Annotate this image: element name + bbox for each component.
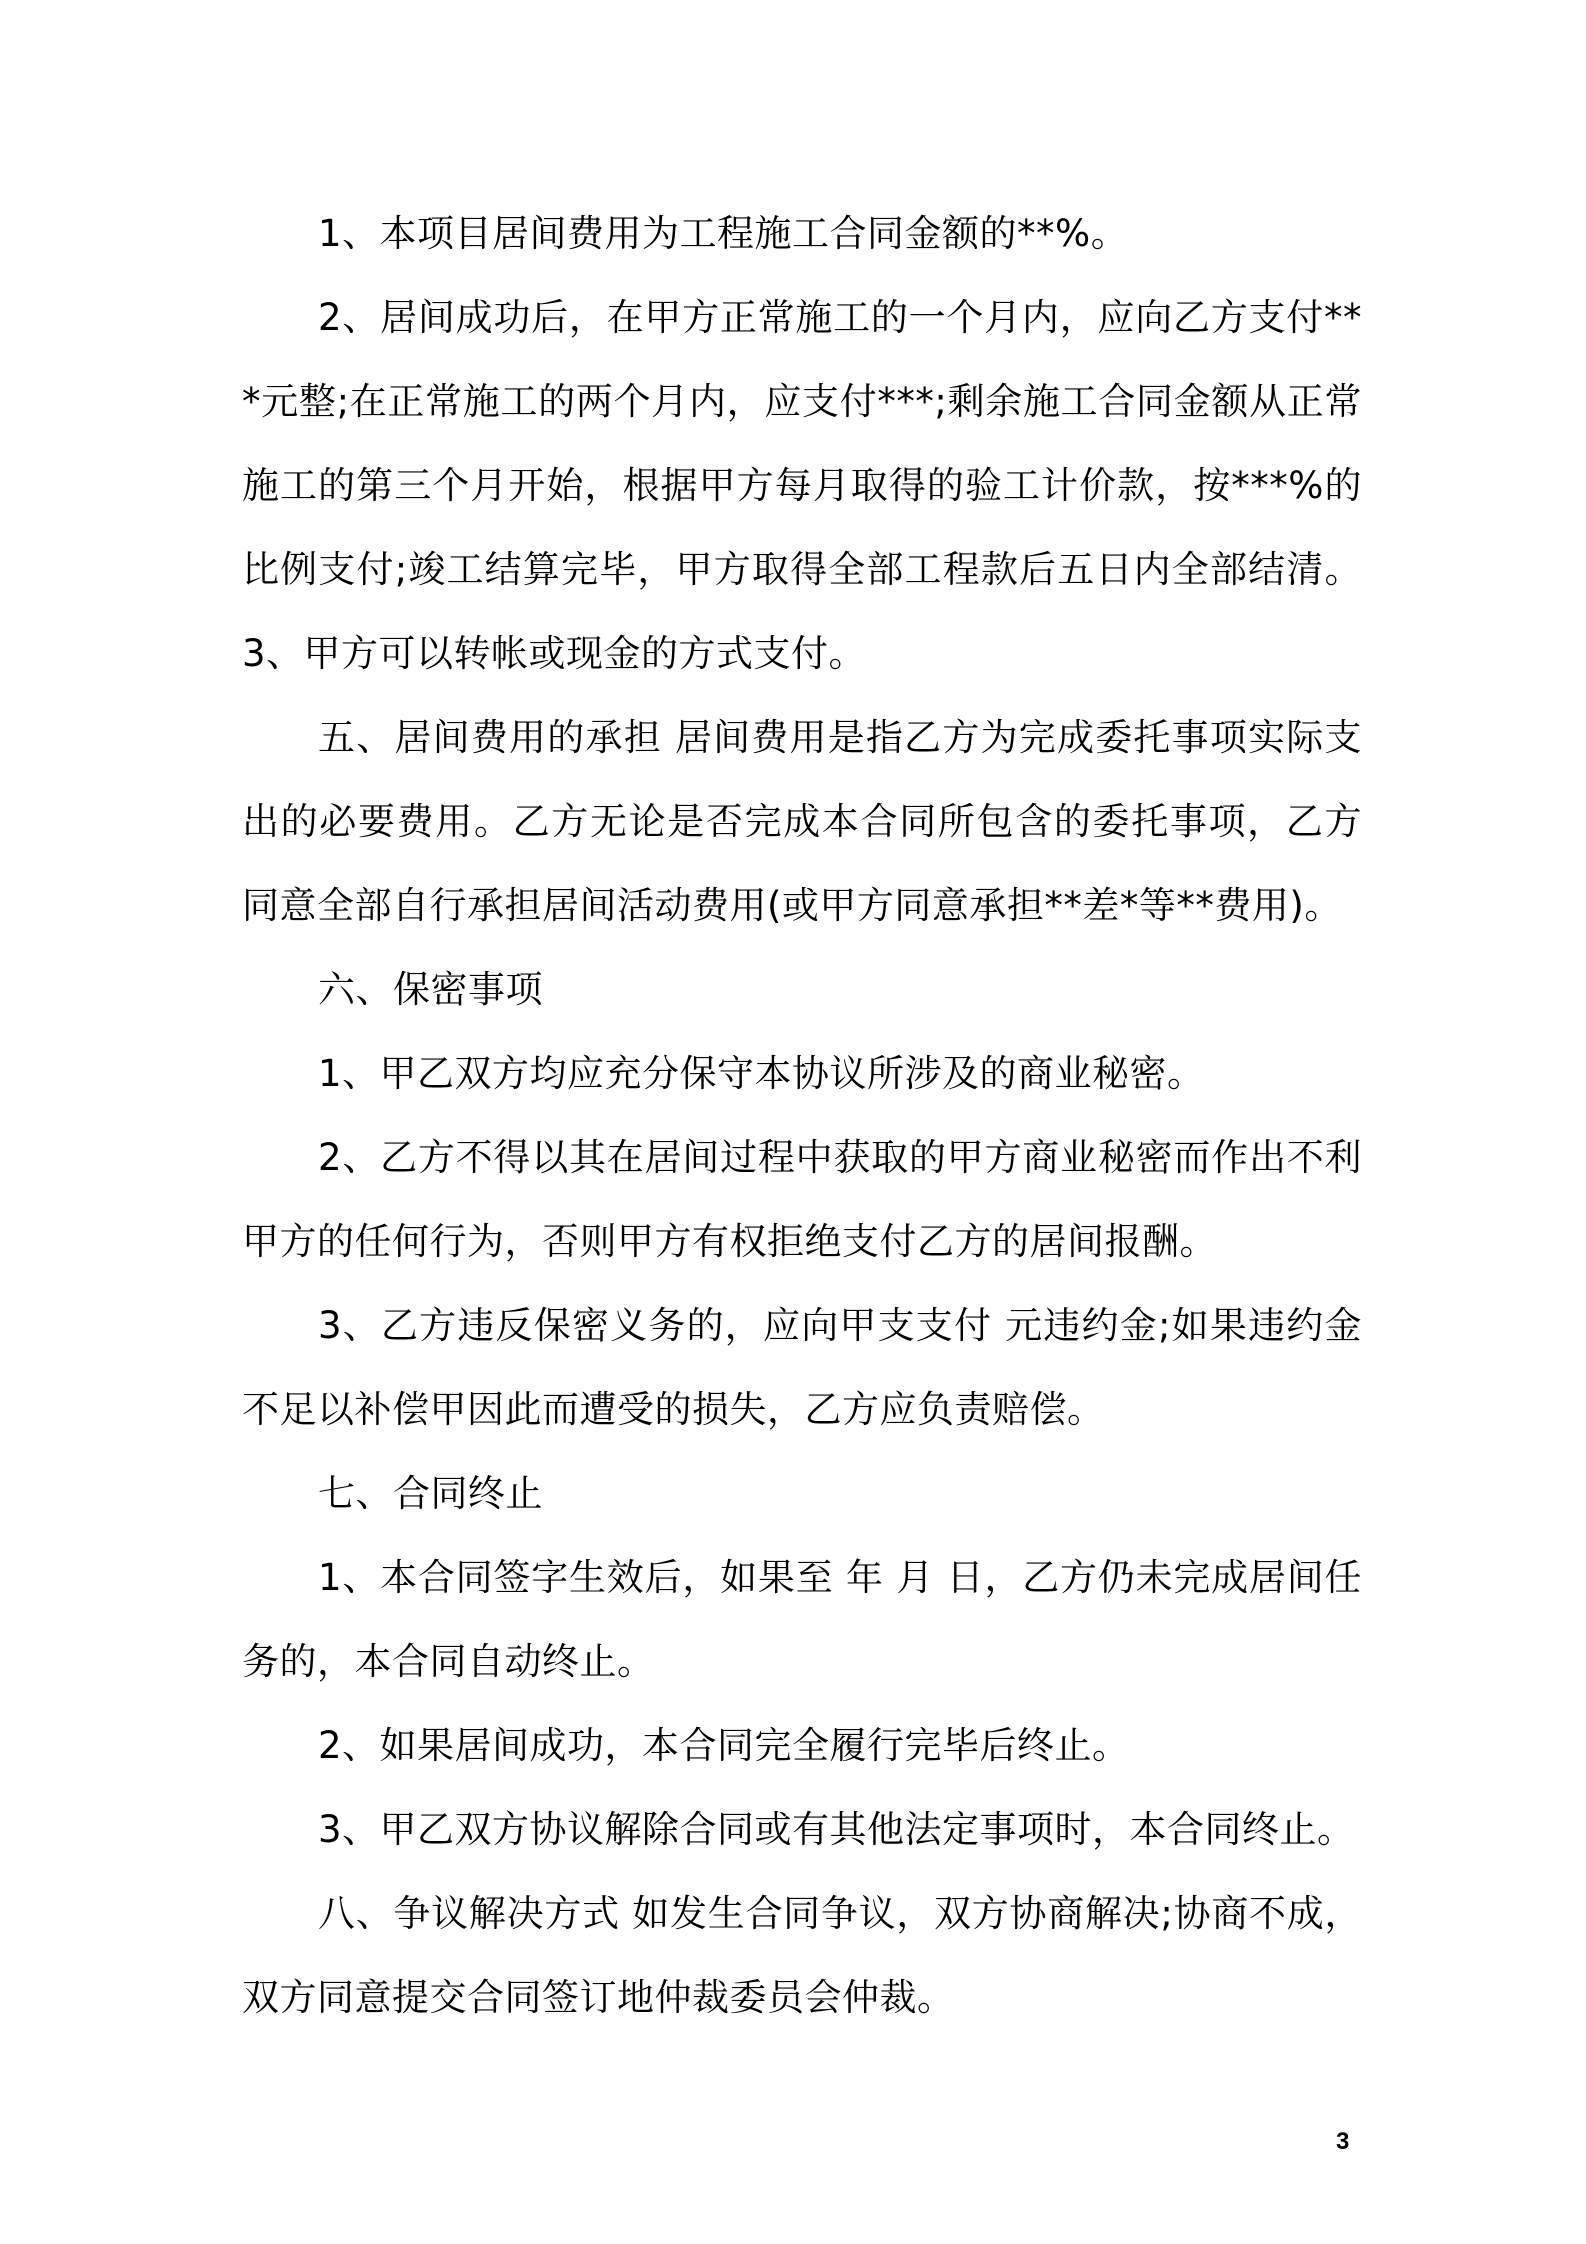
page-number: 3 <box>1336 2128 1350 2155</box>
paragraph-termination-1: 1、本合同签字生效后，如果至 年 月 日，乙方仍未完成居间任务的，本合同自动终止。 <box>242 1556 1362 1683</box>
paragraph-confidentiality-1: 1、甲乙双方均应充分保守本协议所涉及的商业秘密。 <box>318 1052 1205 1095</box>
paragraph-confidentiality-3: 3、乙方违反保密义务的，应向甲支支付 元违约金;如果违约金不足以补偿甲因此而遭受的损失，乙方应负责赔偿。 <box>242 1304 1362 1431</box>
paragraph-cost-bearing: 五、居间费用的承担 居间费用是指乙方为完成委托事项实际支出的必要费用。乙方无论是否完成本合同所包含的委托事项，乙方同意全部自行承担居间活动费用(或甲方同意承担**差*等**费用)。 <box>242 716 1362 927</box>
document-body <box>242 192 1362 2040</box>
paragraph-payment-schedule: 2、居间成功后，在甲方正常施工的一个月内，应向乙方支付***元整;在正常施工的两个月内，应支付***;剩余施工合同金额从正常施工的第三个月开始，根据甲方每月取得的验工计价款，按***%的比例支付;竣工结算完毕，甲方取得全部工程款后五日内全部结清。 3、甲方可以转帐或现金的方式支付。 <box>242 296 1362 675</box>
paragraph-termination-2: 2、如果居间成功，本合同完全履行完毕后终止。 <box>318 1724 1130 1767</box>
paragraph-fee-rate: 1、本项目居间费用为工程施工合同金额的**%。 <box>318 212 1129 255</box>
heading-termination: 七、合同终止 <box>318 1472 543 1515</box>
paragraph-confidentiality-2: 2、乙方不得以其在居间过程中获取的甲方商业秘密而作出不利甲方的任何行为，否则甲方有权拒绝支付乙方的居间报酬。 <box>242 1136 1362 1263</box>
paragraph-termination-3: 3、甲乙双方协议解除合同或有其他法定事项时，本合同终止。 <box>318 1808 1355 1851</box>
heading-confidentiality: 六、保密事项 <box>318 968 543 1011</box>
paragraph-dispute-resolution: 八、争议解决方式 如发生合同争议，双方协商解决;协商不成，双方同意提交合同签订地仲裁委员会仲裁。 <box>242 1892 1362 2019</box>
